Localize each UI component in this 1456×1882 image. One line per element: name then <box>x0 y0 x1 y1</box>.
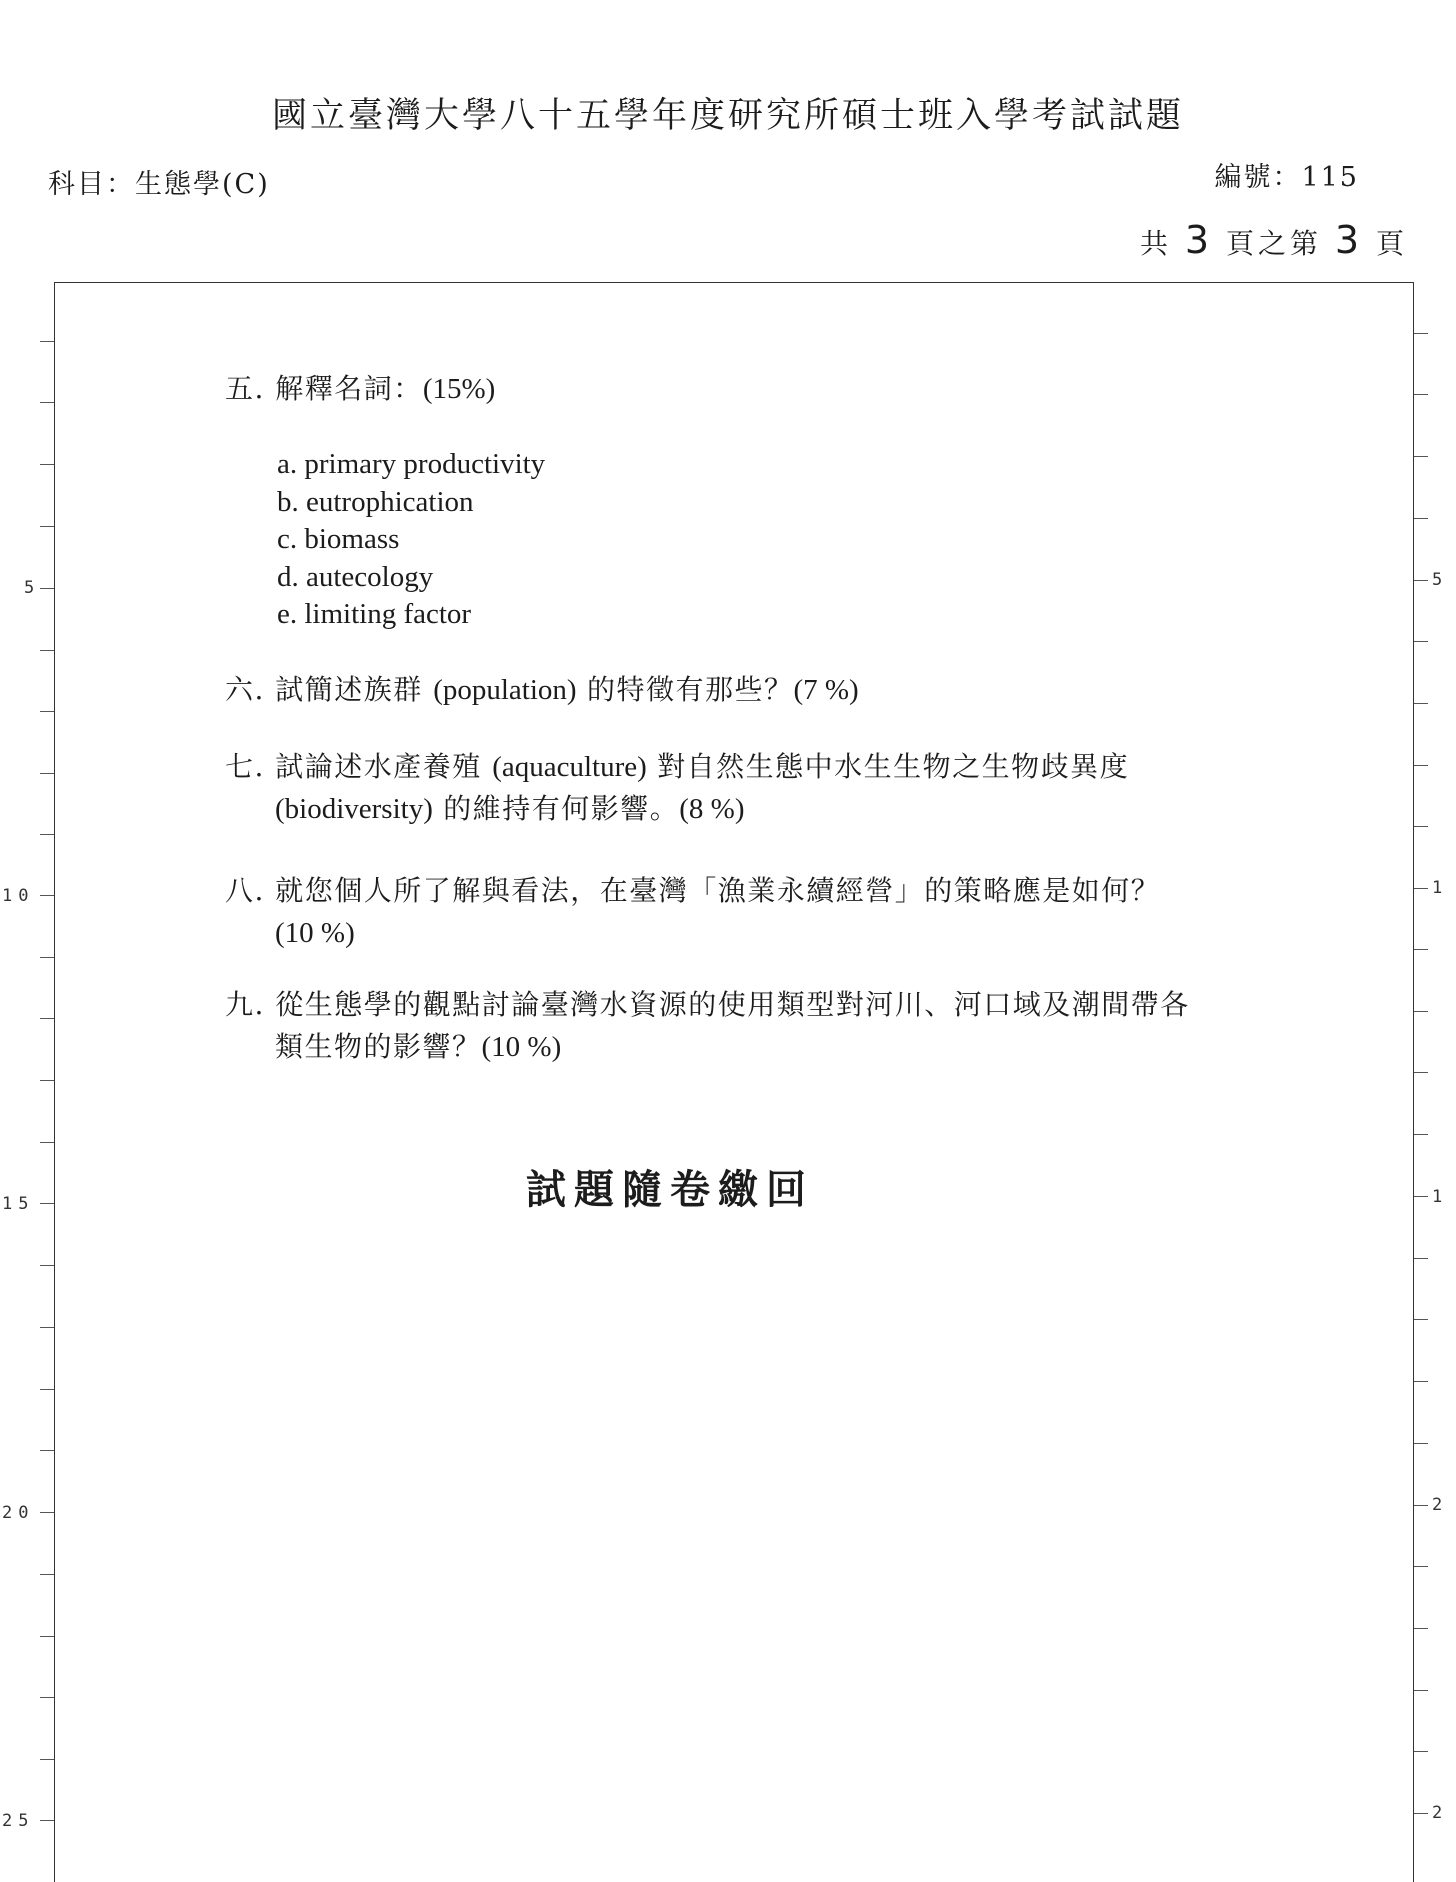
page-suffix: 頁 <box>1375 227 1408 260</box>
term-list <box>277 446 545 634</box>
question-8-points: (10 %) <box>275 917 355 949</box>
margin-tick <box>1414 1196 1428 1197</box>
question-6 <box>225 669 859 711</box>
margin-tick <box>1414 826 1428 827</box>
margin-tick <box>40 402 54 403</box>
question-9-text: 九. 從生態學的觀點討論臺灣水資源的使用類型對河川、河口域及潮間帶各 <box>225 988 1190 1021</box>
margin-tick <box>1414 1813 1428 1814</box>
margin-tick <box>40 1636 54 1637</box>
question-8 <box>225 870 1160 954</box>
margin-tick <box>40 1265 54 1266</box>
question-8-text: 八. 就您個人所了解與看法，在臺灣「漁業永續經營」的策略應是如何？ <box>225 874 1161 907</box>
margin-tick <box>1414 1072 1428 1073</box>
exam-code: 編號：115 <box>1214 162 1359 193</box>
margin-tick <box>1414 456 1428 457</box>
question-frame <box>54 282 1414 1882</box>
margin-tick <box>40 1759 54 1760</box>
line-number: 25 <box>2 1811 35 1831</box>
margin-tick <box>40 341 54 342</box>
question-6-text-en: (population) <box>433 674 577 706</box>
margin-tick <box>40 650 54 651</box>
margin-tick <box>40 1018 54 1019</box>
margin-tick <box>40 895 54 896</box>
question-7-text-b: 對自然生態中水生生物之生物歧異度 <box>646 750 1130 783</box>
margin-tick <box>1414 949 1428 950</box>
margin-tick <box>40 773 54 774</box>
margin-tick <box>1414 888 1428 889</box>
question-7 <box>225 746 1129 830</box>
question-5 <box>225 368 495 410</box>
margin-tick <box>1414 1690 1428 1691</box>
question-9 <box>225 984 1190 1068</box>
exam-subject: 科目：生態學(C) <box>48 169 270 200</box>
margin-tick <box>40 1820 54 1821</box>
margin-tick <box>40 588 54 589</box>
question-7-text-en: (aquaculture) <box>492 751 647 783</box>
question-5-label: 五. 解釋名詞： <box>225 372 423 405</box>
margin-tick <box>1414 1381 1428 1382</box>
line-number: 2 <box>1432 1803 1443 1823</box>
question-6-text-b: 的特徵有那些？ <box>576 673 794 706</box>
question-9-line2: 類生物的影響？ <box>275 1030 482 1063</box>
question-7-points: (8 %) <box>679 793 745 825</box>
margin-tick <box>40 1450 54 1451</box>
page-count <box>1140 218 1408 262</box>
question-7-line2-b: 的維持有何影響。 <box>432 792 680 825</box>
margin-tick <box>1414 1628 1428 1629</box>
margin-tick <box>40 526 54 527</box>
margin-tick <box>40 1142 54 1143</box>
term-item: a. primary productivity <box>277 448 546 480</box>
margin-tick <box>40 957 54 958</box>
margin-tick <box>40 1327 54 1328</box>
page-prefix: 共 <box>1139 227 1172 260</box>
line-number: 2 <box>1432 1495 1443 1515</box>
margin-tick <box>40 711 54 712</box>
line-number: 1 <box>1432 1187 1443 1207</box>
margin-tick <box>1414 1566 1428 1567</box>
margin-tick <box>1414 333 1428 334</box>
line-number: 15 <box>2 1194 35 1214</box>
margin-tick <box>1414 1011 1428 1012</box>
margin-tick <box>1414 1319 1428 1320</box>
question-6-points: (7 %) <box>793 674 859 706</box>
margin-tick <box>1414 518 1428 519</box>
margin-tick <box>1414 1751 1428 1752</box>
page-total: 3 <box>1184 218 1214 262</box>
margin-tick <box>40 1512 54 1513</box>
margin-tick <box>1414 1258 1428 1259</box>
question-7-text-a: 七. 試論述水產養殖 <box>225 750 493 783</box>
margin-tick <box>1414 1443 1428 1444</box>
line-number: 5 <box>1432 570 1443 590</box>
question-5-points: (15%) <box>422 373 496 405</box>
margin-tick <box>1414 580 1428 581</box>
line-number: 1 <box>1432 878 1443 898</box>
term-item: b. eutrophication <box>277 485 474 518</box>
term-item: c. biomass <box>277 523 400 555</box>
page-mid: 頁之第 <box>1225 227 1322 260</box>
question-9-points: (10 %) <box>481 1031 562 1063</box>
margin-tick <box>40 834 54 835</box>
line-number: 10 <box>2 886 35 906</box>
line-number: 20 <box>2 1503 35 1523</box>
return-note: 試題隨卷繳回 <box>526 1166 814 1213</box>
question-7-line2-en: (biodiversity) <box>275 793 433 825</box>
margin-tick <box>40 464 54 465</box>
margin-tick <box>40 1080 54 1081</box>
line-number: 5 <box>24 578 41 598</box>
term-item: e. limiting factor <box>277 598 472 630</box>
margin-tick <box>1414 1134 1428 1135</box>
margin-tick <box>1414 1505 1428 1506</box>
margin-tick <box>1414 641 1428 642</box>
margin-tick <box>1414 394 1428 395</box>
margin-tick <box>1414 703 1428 704</box>
margin-tick <box>40 1574 54 1575</box>
margin-tick <box>40 1697 54 1698</box>
page-current: 3 <box>1334 218 1364 262</box>
margin-tick <box>1414 765 1428 766</box>
exam-title: 國立臺灣大學八十五學年度研究所碩士班入學考試試題 <box>271 96 1184 136</box>
term-item: d. autecology <box>277 560 434 593</box>
question-6-text-a: 六. 試簡述族群 <box>225 673 434 706</box>
margin-tick <box>40 1389 54 1390</box>
